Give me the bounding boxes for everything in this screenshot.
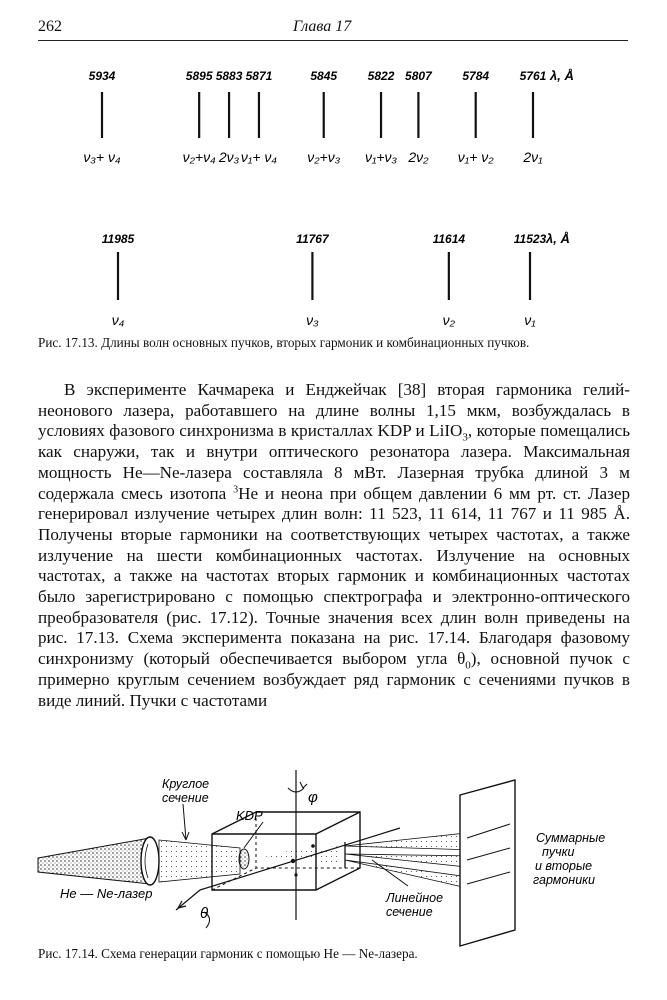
row1-wavelength-label: 5807 bbox=[405, 69, 432, 83]
label-phi: φ bbox=[308, 789, 318, 806]
paragraph-sub-2: 0 bbox=[465, 659, 471, 672]
main-paragraph bbox=[38, 380, 630, 711]
focused-beam bbox=[159, 840, 240, 882]
row2-wavelength-label: 11523 bbox=[513, 232, 547, 246]
row1-wavelength-label: 5871 bbox=[245, 69, 273, 83]
row1-wavelength-label: 5761 bbox=[519, 69, 547, 83]
row1-wavelength-label: 5845 bbox=[310, 69, 338, 83]
lens bbox=[141, 837, 159, 885]
label-sum-4: гармоники bbox=[533, 873, 595, 887]
paragraph-part-3: He и неона при общем давлении 6 мм рт. ст. Лазер генерировал излучение четырех длин волн: 11 523, 11 614, 11 767 и 11 985 Å. Получены вторые гармоники на соответствующих четырех частотах, а также излучение на шести комбинационных частотах. Излучение на основных частотах, а также на частотах вторых гармоник и комбинационных частотах было зарегистрировано с помощью спектрографа и электронно-оптического преобразователя (рис. 17.12). Точные значения всех длин волн приведены на рис. 17.13. Схема эксперимента показана на рис. 17.14. Благодаря фазовому синхронизму (который обеспечивается выбором угла θ bbox=[38, 483, 631, 669]
row1-frequency-label: ν₁+ ν₂ bbox=[457, 149, 494, 165]
label-sum-2: пучки bbox=[542, 845, 575, 859]
paragraph-part-2: , которые помещались как снаружи, так и внутри оптического резонатора лазера. Максимальная мощность He—Ne-лазера составляла 8 мВт. Лазерная трубка длиной 3 м содержала смесь изотопа bbox=[38, 421, 630, 503]
row1-frequency-label: ν₁+ν₃ bbox=[364, 149, 398, 165]
row2-wavelength-label: 11767 bbox=[296, 232, 329, 246]
label-laser: He — Ne-лазер bbox=[60, 886, 153, 901]
chapter-title: Глава 17 bbox=[293, 18, 352, 35]
label-sum-1: Суммарные bbox=[536, 831, 606, 845]
label-round-section-1: Круглое bbox=[162, 777, 210, 791]
row2-frequency-label: ν₂ bbox=[442, 312, 456, 328]
label-theta: θ bbox=[200, 905, 209, 922]
laser-beam bbox=[38, 838, 150, 884]
paragraph-sub-1: 3 bbox=[462, 431, 468, 444]
row1-frequency-label: ν₂+ν₃ bbox=[307, 149, 341, 165]
row2-axis-unit: λ, Å bbox=[546, 231, 570, 246]
screen bbox=[460, 780, 515, 946]
label-sum-3: и вторые bbox=[535, 859, 593, 873]
page-number: 262 bbox=[38, 18, 62, 35]
row1-wavelength-label: 5883 bbox=[215, 69, 243, 83]
row2-frequency-label: ν₄ bbox=[111, 312, 125, 328]
row1-wavelength-label: 5784 bbox=[462, 69, 490, 83]
row1-frequency-label: 2ν₃ bbox=[218, 149, 240, 165]
row1-axis-unit: λ, Å bbox=[550, 68, 574, 83]
figure-17-14-caption: Рис. 17.14. Схема генерации гармоник с помощью He — Ne-лазера. bbox=[38, 946, 418, 961]
paragraph-part-1: В эксперименте Качмарека и Енджейчак [38] вторая гармоника гелий-неонового лазера, работавшего на длине волны 1,15 мкм, возбуждалась в условиях фазового синхронизма в кристаллах KDP и LiIO bbox=[38, 380, 630, 441]
row1-wavelength-label: 5822 bbox=[367, 69, 395, 83]
row2-wavelength-label: 11985 bbox=[101, 232, 135, 246]
paragraph-sup-1: 3 bbox=[233, 483, 239, 495]
figure-17-13-caption: Рис. 17.13. Длины волн основных пучков, вторых гармоник и комбинационных пучков. bbox=[38, 335, 530, 350]
label-linear-1: Линейное bbox=[386, 891, 444, 905]
row1-frequency-label: ν₁+ ν₄ bbox=[240, 149, 278, 165]
label-linear-2: сечение bbox=[386, 905, 433, 919]
figure-17-13-spectrum bbox=[0, 0, 667, 330]
row2-wavelength-label: 11614 bbox=[432, 232, 466, 246]
row1-frequency-label: ν₂+ν₄ bbox=[182, 149, 216, 165]
row1-frequency-label: ν₃+ ν₄ bbox=[83, 149, 121, 165]
row2-frequency-label: ν₃ bbox=[306, 312, 319, 328]
row1-wavelength-label: 5895 bbox=[185, 69, 213, 83]
label-round-section-2: сечение bbox=[162, 791, 209, 805]
label-kdp: KDP bbox=[236, 808, 263, 823]
row1-frequency-label: 2ν₁ bbox=[523, 149, 543, 165]
row1-wavelength-label: 5934 bbox=[88, 69, 116, 83]
figure-17-14-diagram bbox=[0, 760, 667, 960]
output-beams bbox=[345, 832, 476, 890]
row2-frequency-label: ν₁ bbox=[524, 312, 536, 328]
paragraph-part-4: ), основной пучок с примерно круглым сечением возбуждает ряд гармоник с сечениями пучков в виде линий. Пучки с частотами bbox=[38, 649, 630, 710]
row1-frequency-label: 2ν₂ bbox=[408, 149, 429, 165]
